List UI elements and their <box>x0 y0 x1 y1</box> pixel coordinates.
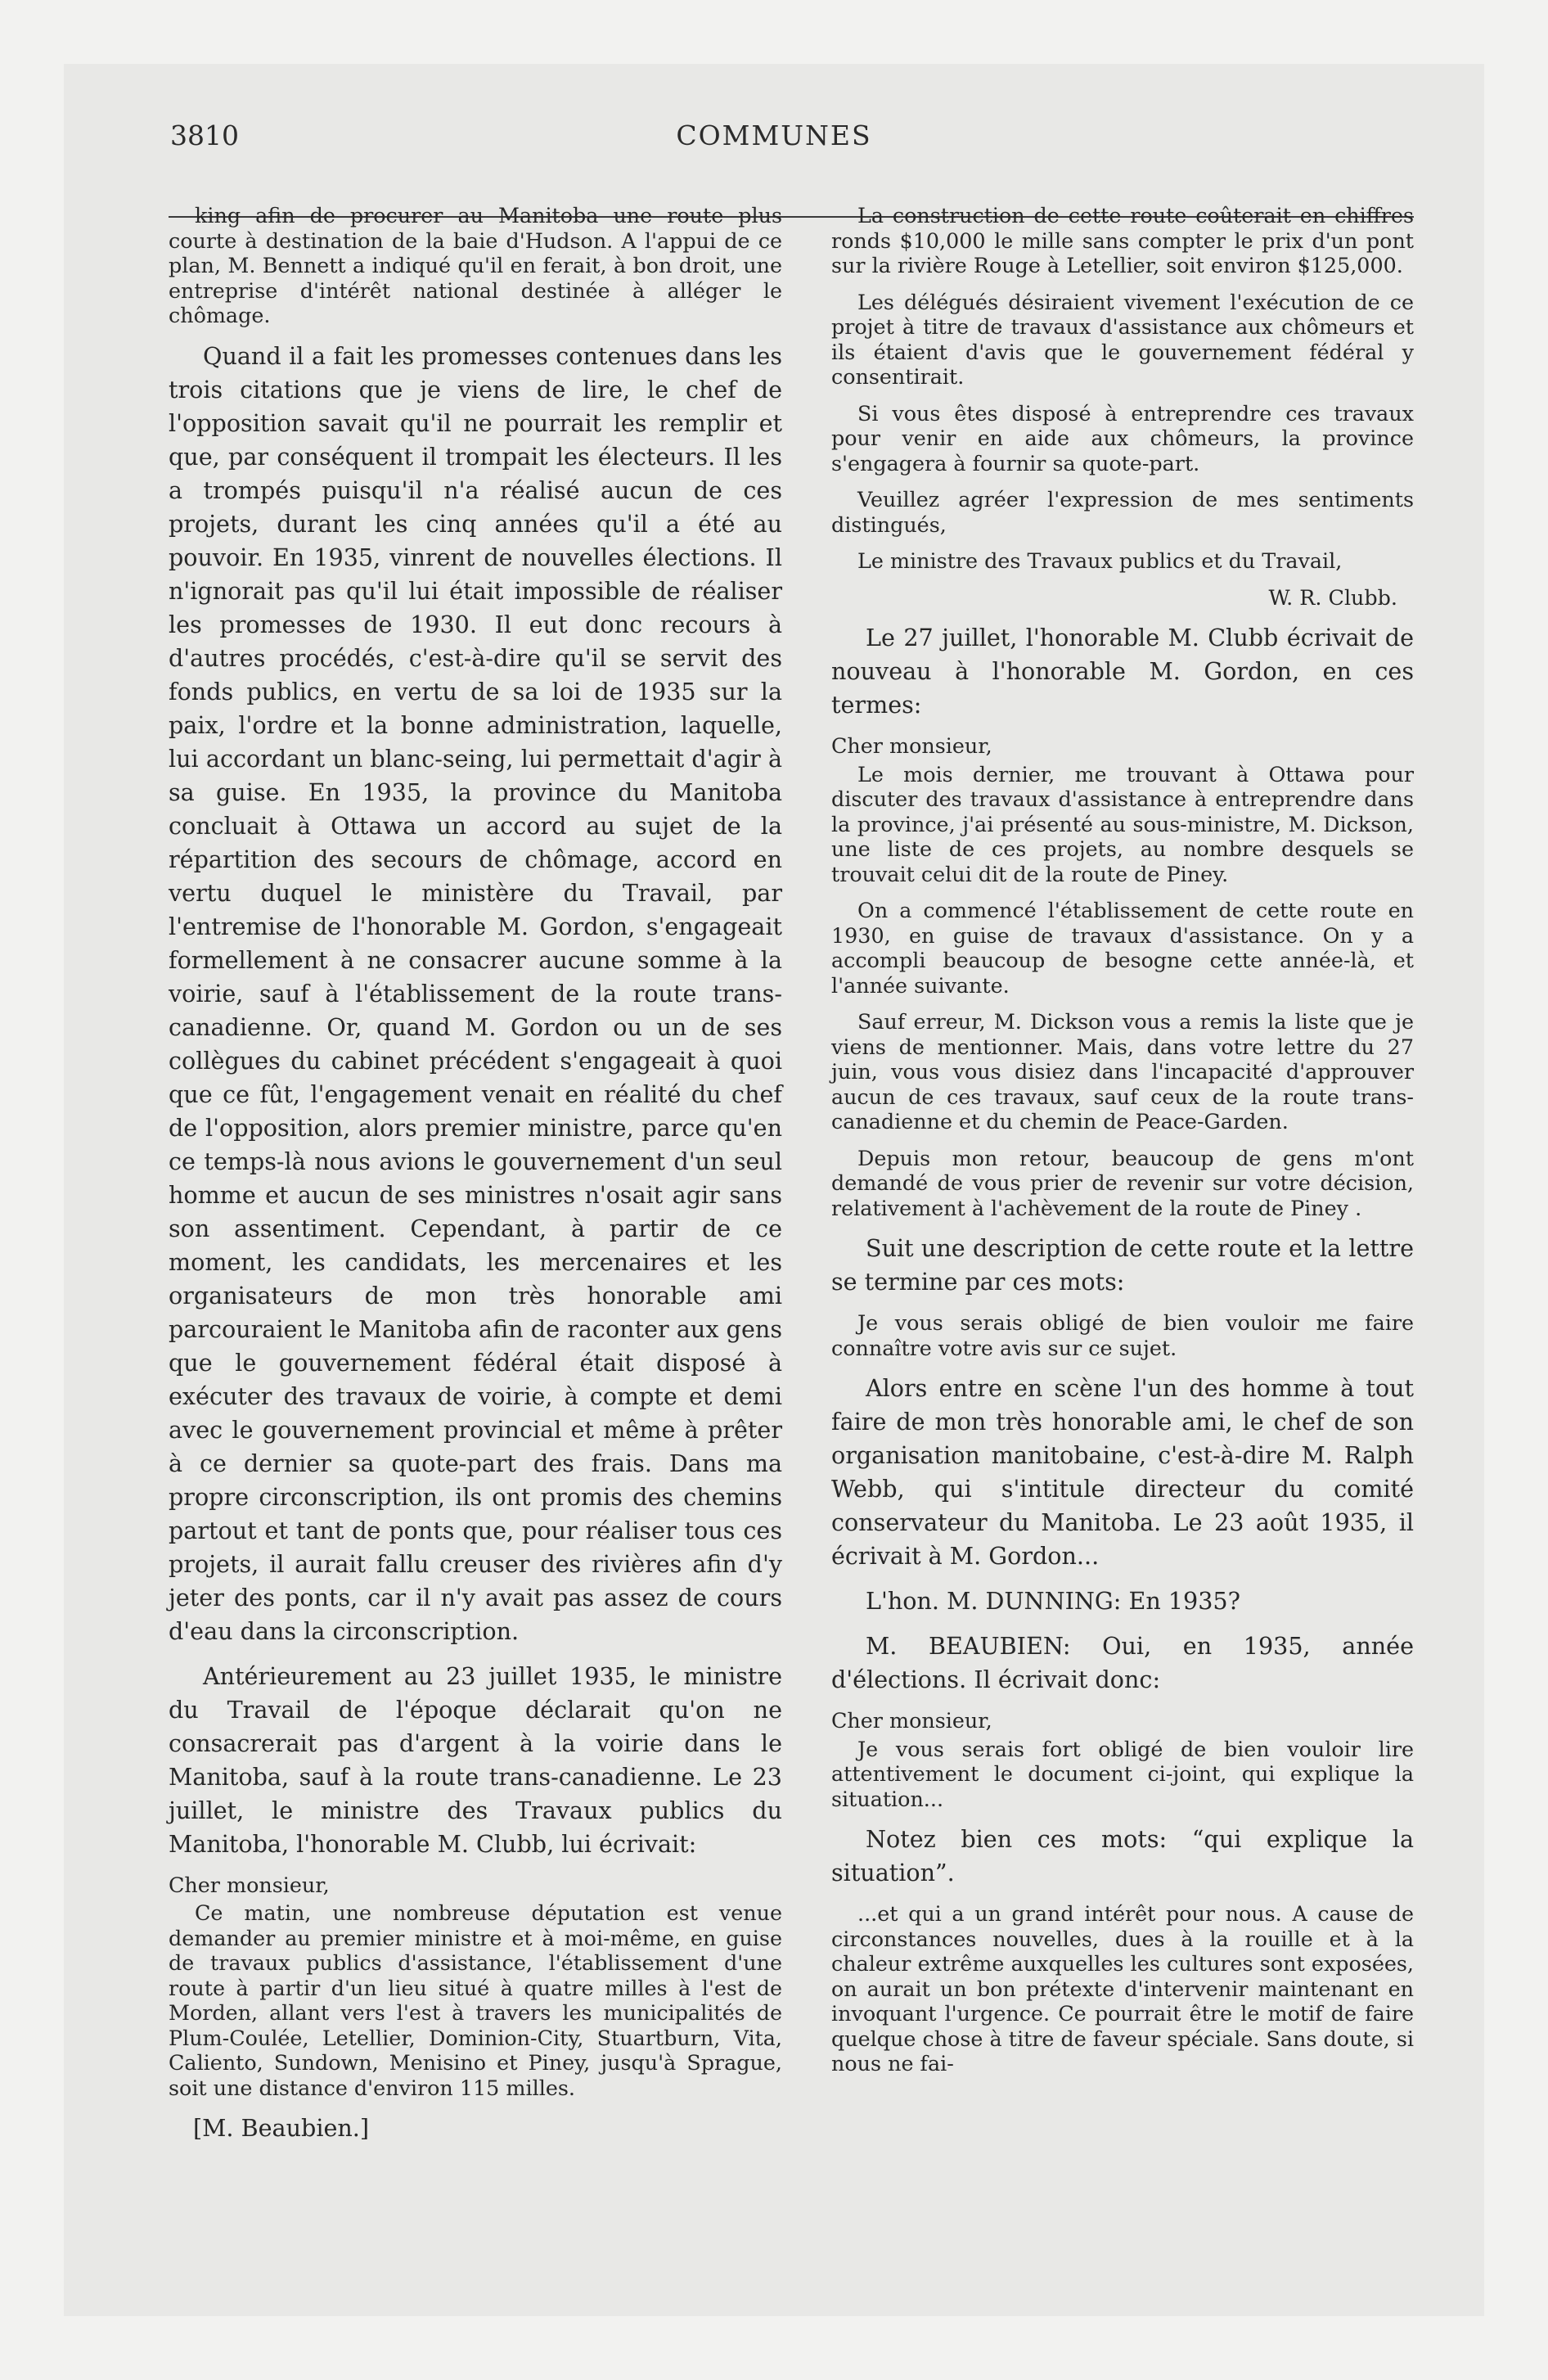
paragraph: Le 27 juillet, l'honorable M. Clubb écrivait de nouveau à l'honorable M. Gordon, en ces termes: <box>831 624 1414 719</box>
speaker-line: L'hon. M. DUNNING: En 1935? <box>866 1587 1240 1615</box>
paragraph: Notez bien ces mots: “qui explique la situation”. <box>831 1825 1414 1886</box>
running-head: COMMUNES <box>676 119 872 151</box>
letter-signature: W. R. Clubb. <box>1268 584 1397 610</box>
letter-paragraph: Sauf erreur, M. Dickson vous a remis la liste que je viens de mentionner. Mais, dans votre lettre du 27 juin, vous vous disiez dans l'incapacité d'approuver aucun de ces travaux, sauf ceux de la route trans-canadienne et du chemin de Peace-Garden. <box>831 1009 1414 1134</box>
paragraph: Quand il a fait les promesses contenues dans les trois citations que je viens de lire, le chef de l'opposition savait qu'il ne pourrait les remplir et que, par conséquent il trompait les électeurs. Il les a trompés puisqu'il n'a réalisé aucun de ces projets, durant les cinq années qu'il a été au pouvoir. En 1935, vinrent de nouvelles élections. Il n'ignorait pas qu'il lui était impossible de réaliser les promesses de 1930. Il eut donc recours à d'autres procédés, c'est-à-dire qu'il se servit des fonds publics, en vertu de sa loi de 1935 sur la paix, l'ordre et la bonne administration, laquelle, lui accordant un blanc-seing, lui permettait d'agir à sa guise. En 1935, la province du Manitoba concluait à Ottawa un accord au sujet de la répartition des secours de chômage, accord en vertu duquel le ministère du Travail, par l'entremise de l'honorable M. Gordon, s'engageait formellement à ne consacrer aucune somme à la voirie, sauf à l'établissement de la route trans-canadienne. Or, quand M. Gordon ou un de ses collègues du cabinet précédent s'engageait à quoi que ce fût, l'engagement venait en réalité du chef de l'opposition, alors premier ministre, parce qu'en ce temps-là nous avions le gouvernement d'un seul homme et aucun de ses ministres n'osait agir sans son assentiment. Cependant, à partir de ce moment, les candidats, les mercenaires et les organisateurs de mon très honorable ami parcouraient le Manitoba afin de raconter aux gens que le gouvernement fédéral était disposé à exécuter des travaux de voirie, à compte et demi avec le gouvernement provincial et même à prêter à ce dernier sa quote-part des frais. Dans ma propre circonscription, ils ont promis des chemins partout et tant de ponts que, pour réaliser tous ces projets, il aurait fallu creuser des rivières afin d'y jeter des ponts, car il n'y avait pas assez de cours d'eau dans la circonscription. <box>169 341 782 1645</box>
paragraph: king afin de procurer au Manitoba une route plus courte à destination de la baie d'Hudson. A l'appui de ce plan, M. Bennett a indiqué qu'il en ferait, à bon droit, une entreprise d'intérêt national destinée à alléger le chômage. <box>169 203 782 327</box>
paragraph: Antérieurement au 23 juillet 1935, le ministre du Travail de l'époque déclarait qu'on ne consacrerait pas d'argent à la voirie dans le Manitoba, sauf à la route trans-canadienne. Le 23 juillet, le ministre des Travaux publics du Manitoba, l'honorable M. Clubb, lui écrivait: <box>169 1661 782 1858</box>
letter-salutation: Cher monsieur, <box>831 733 992 758</box>
letter-paragraph: ...et qui a un grand intérêt pour nous. A cause de circonstances nouvelles, dues à la rouille et à la chaleur extrême auxquelles les cultures sont exposées, on aurait un bon prétexte d'intervenir maintenant en invoquant l'urgence. Ce pourrait être le motif de faire quelque chose à titre de faveur spéciale. Sans doute, si nous ne fai- <box>831 1901 1414 2076</box>
speaker-line: M. BEAUBIEN: Oui, en 1935, année d'élections. Il écrivait donc: <box>831 1632 1414 1693</box>
letter-paragraph: Je vous serais obligé de bien vouloir me faire connaître votre avis sur ce sujet. <box>831 1310 1414 1360</box>
letter-closing: Veuillez agréer l'expression de mes sentiments distingués, <box>831 487 1414 537</box>
letter-paragraph: Les délégués désiraient vivement l'exécution de ce projet à titre de travaux d'assistance aux chômeurs et ils étaient d'avis que le gouvernement fédéral y consentirait. <box>831 289 1414 389</box>
speaker-footer: [M. Beaubien.] <box>193 2114 370 2142</box>
page-number: 3810 <box>170 119 239 151</box>
paragraph: Alors entre en scène l'un des homme à tout faire de mon très honorable ami, le chef de son organisation manitobaine, c'est-à-dire M. Ralph Webb, qui s'intitule directeur du comité conservateur du Manitoba. Le 23 août 1935, il écrivait à M. Gordon... <box>831 1374 1414 1570</box>
letter-salutation: Cher monsieur, <box>831 1708 992 1733</box>
letter-paragraph: Si vous êtes disposé à entreprendre ces travaux pour venir en aide aux chômeurs, la province s'engagera à fournir sa quote-part. <box>831 400 1414 476</box>
letter-paragraph: Le mois dernier, me trouvant à Ottawa pour discuter des travaux d'assistance à entreprendre dans la province, j'ai présenté au sous-ministre, M. Dickson, une liste de ces projets, au nombre desquels se trouvait celui dit de la route de Piney. <box>831 761 1414 886</box>
right-column <box>831 203 1414 2088</box>
document-page <box>64 64 1484 2316</box>
letter-paragraph: Je vous serais fort obligé de bien vouloir lire attentivement le document ci-joint, qui explique la situation... <box>831 1736 1414 1811</box>
left-column <box>169 203 782 2157</box>
letter-paragraph: La construction de cette route coûterait en chiffres ronds $10,000 le mille sans compter le prix d'un pont sur la rivière Rouge à Letellier, soit environ $125,000. <box>831 203 1414 277</box>
page-header <box>64 119 1484 169</box>
letter-salutation: Cher monsieur, <box>169 1872 330 1897</box>
letter-paragraph: Ce matin, une nombreuse députation est venue demander au premier ministre et à moi-même, en guise de travaux publics d'assistance, l'établissement d'une route à partir d'un lieu situé à quatre milles à l'est de Morden, allant vers l'est à travers les municipalités de Plum-Coulée, Letellier, Dominion-City, Stuartburn, Vita, Caliento, Sundown, Menisino et Piney, jusqu'à Sprague, soit une distance d'environ 115 milles. <box>169 1900 782 2100</box>
letter-signatory-title: Le ministre des Travaux publics et du Travail, <box>857 548 1343 573</box>
letter-paragraph: On a commencé l'établissement de cette route en 1930, en guise de travaux d'assistance. On y a accompli beaucoup de besogne cette année-là, et l'année suivante. <box>831 898 1414 998</box>
letter-paragraph: Depuis mon retour, beaucoup de gens m'ont demandé de vous prier de revenir sur votre décision, relativement à l'achèvement de la route de Piney . <box>831 1145 1414 1220</box>
paragraph: Suit une description de cette route et la lettre se termine par ces mots: <box>831 1234 1414 1296</box>
